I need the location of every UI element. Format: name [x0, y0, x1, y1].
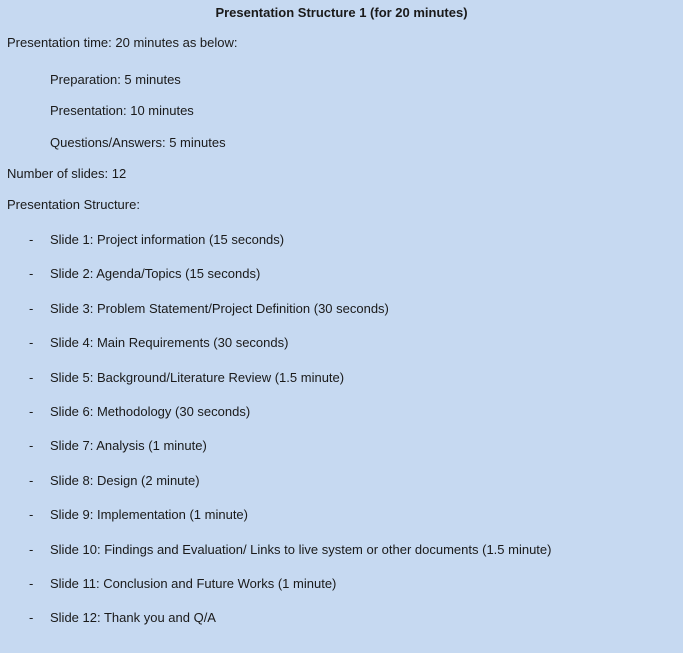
bullet-dash: -	[29, 610, 34, 626]
slide-item-text: Slide 1: Project information (15 seconds)	[50, 232, 285, 247]
bullet-dash: -	[29, 369, 34, 385]
bullet-dash: -	[29, 404, 34, 419]
presentation-time-heading: Presentation time: 20 minutes as below:	[7, 35, 238, 50]
bullet-dash: -	[29, 266, 34, 282]
slide-item-text: Slide 11: Conclusion and Future Works (1 minute)	[50, 576, 337, 591]
time-item-presentation: Presentation: 10 minutes	[50, 103, 194, 118]
slide-item-text: Slide 3: Problem Statement/Project Definition (30 seconds)	[50, 300, 389, 316]
bullet-dash: -	[29, 576, 34, 591]
bullet-dash: -	[29, 541, 34, 557]
bullet-dash: -	[29, 438, 34, 454]
slide-item-text: Slide 6: Methodology (30 seconds)	[50, 404, 251, 419]
bullet-dash: -	[29, 472, 34, 488]
bullet-dash: -	[29, 335, 34, 351]
time-item-qa: Questions/Answers: 5 minutes	[50, 135, 226, 150]
bullet-dash: -	[29, 232, 34, 247]
slide-item-text: Slide 2: Agenda/Topics (15 seconds)	[50, 266, 261, 282]
slide-item-text: Slide 8: Design (2 minute)	[50, 472, 200, 488]
slide-item-text: Slide 12: Thank you and Q/A	[50, 610, 216, 626]
slide-item-text: Slide 9: Implementation (1 minute)	[50, 507, 248, 523]
slide-item-text: Slide 7: Analysis (1 minute)	[50, 438, 207, 454]
number-of-slides: Number of slides: 12	[7, 166, 127, 181]
slide-item-text: Slide 5: Background/Literature Review (1.5 minute)	[50, 369, 345, 385]
time-item-preparation: Preparation: 5 minutes	[50, 72, 181, 87]
document-title: Presentation Structure 1 (for 20 minutes)	[215, 5, 468, 20]
structure-heading: Presentation Structure:	[7, 197, 140, 212]
bullet-dash: -	[29, 507, 34, 523]
slide-item-text: Slide 10: Findings and Evaluation/ Links to live system or other documents (1.5 minute)	[50, 541, 552, 557]
bullet-dash: -	[29, 300, 34, 316]
slide-item-text: Slide 4: Main Requirements (30 seconds)	[50, 335, 289, 351]
